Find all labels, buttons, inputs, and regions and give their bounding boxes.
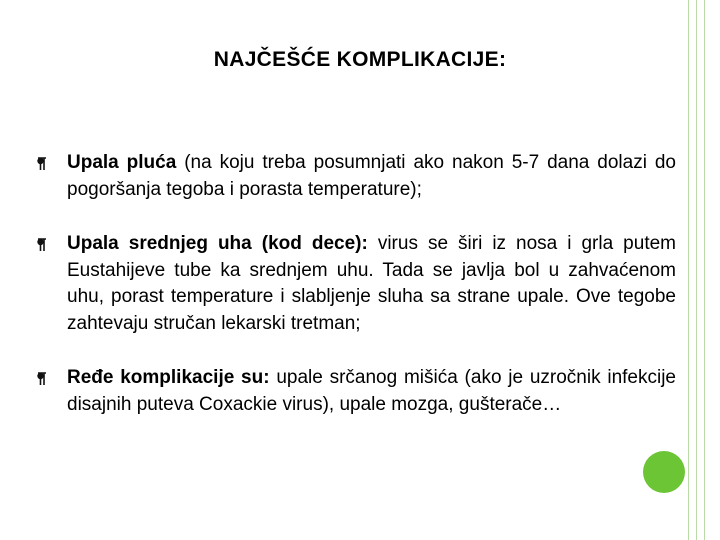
green-circle-decoration [643, 451, 685, 493]
bullet-bold-text: Upala pluća [67, 152, 177, 173]
list-item-rare-complications [36, 365, 676, 418]
stripe-line [696, 0, 697, 540]
bullet-text: virus se širi iz nosa i grla putem Eustahijeve tube ka srednjem uhu. Tada se javlja bol u zahvaćenom uhu, porast temperature i slabljenje sluha sa strane upale. Ove tegobe zahtevaju stručan lekarski tretman; [67, 233, 676, 334]
list-item-pneumonia [36, 150, 676, 203]
bullet-bold-text: Upala srednjeg uha (kod dece): [67, 233, 368, 254]
bullet-bold-text: Ređe komplikacije su: [67, 367, 270, 388]
bullet-text: (na koju treba posumnjati ako nakon 5-7 dana dolazi do pogoršanja tegoba i porasta temperature); [67, 152, 676, 200]
bullet-icon [36, 152, 52, 174]
stripe-line [688, 0, 689, 540]
slide-title: NAJČEŠĆE KOMPLIKACIJE: [213, 48, 507, 71]
list-item-otitis [36, 231, 676, 337]
bullet-text: upale srčanog mišića (ako je uzročnik infekcije disajnih puteva Coxackie virus), upale mozga, gušterače… [67, 367, 677, 415]
decorative-stripes [680, 0, 720, 540]
bullet-icon [36, 367, 52, 389]
stripe-line [704, 0, 705, 540]
bullet-icon [36, 233, 52, 255]
complications-list [36, 150, 676, 418]
